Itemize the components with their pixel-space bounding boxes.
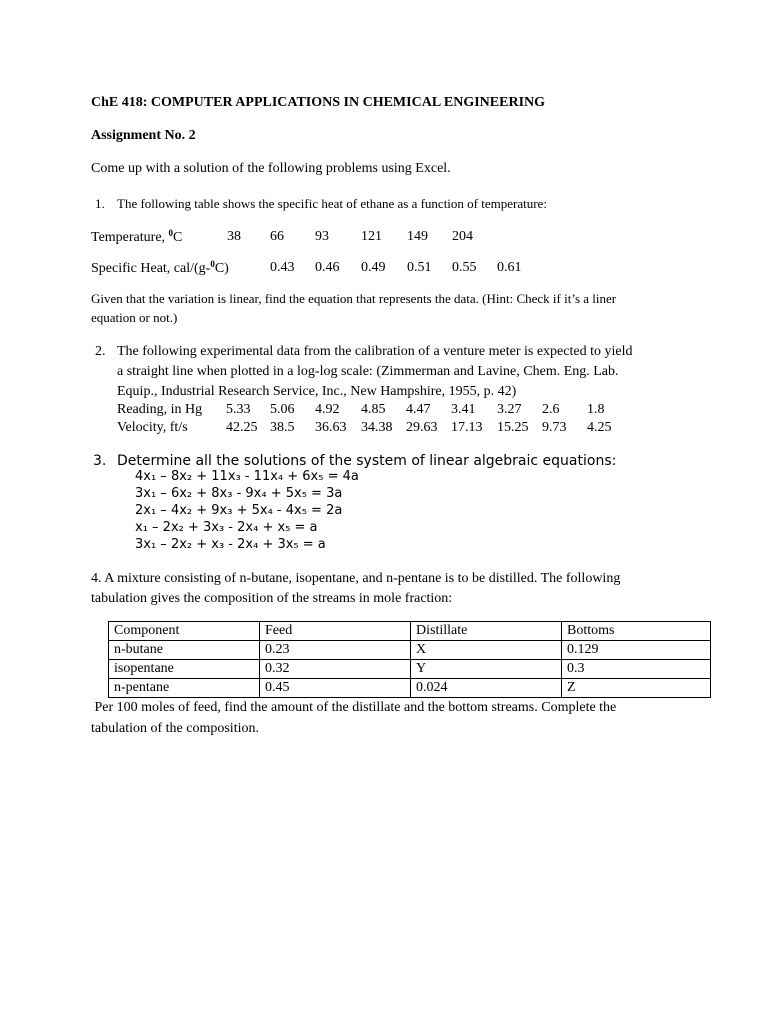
reading-value: 2.6 bbox=[542, 402, 560, 417]
problem-1-note-line: equation or not.) bbox=[91, 310, 178, 325]
specific-heat-value: 0.55 bbox=[452, 260, 477, 275]
instruction-text: Come up with a solution of the following problems using Excel. bbox=[91, 161, 451, 176]
velocity-value: 4.25 bbox=[587, 420, 612, 435]
temperature-value: 38 bbox=[227, 229, 241, 244]
table-cell: 0.23 bbox=[260, 641, 411, 660]
velocity-value: 15.25 bbox=[497, 420, 529, 435]
table-row bbox=[109, 641, 711, 660]
problem-4-line: tabulation gives the composition of the streams in mole fraction: bbox=[91, 591, 453, 606]
reading-value: 5.33 bbox=[226, 402, 251, 417]
temperature-value: 66 bbox=[270, 229, 284, 244]
table-cell: n-butane bbox=[109, 641, 260, 660]
velocity-value: 9.73 bbox=[542, 420, 567, 435]
table-cell: Y bbox=[411, 660, 562, 679]
table-header-cell: Distillate bbox=[411, 622, 562, 641]
problem-2-line: The following experimental data from the calibration of a venture meter is expected to yield bbox=[117, 344, 633, 359]
problem-3-number: 3. bbox=[93, 453, 107, 469]
table-row bbox=[109, 679, 711, 698]
specific-heat-value: 0.43 bbox=[270, 260, 295, 275]
temperature-value: 149 bbox=[407, 229, 428, 244]
table-header-cell: Component bbox=[109, 622, 260, 641]
course-title: ChE 418: COMPUTER APPLICATIONS IN CHEMICAL ENGINEERING bbox=[91, 95, 546, 110]
table-header-cell: Bottoms bbox=[562, 622, 711, 641]
problem-2-number: 2. bbox=[95, 344, 106, 359]
equation-line: 2x₁ – 4x₂ + 9x₃ + 5x₄ - 4x₅ = 2a bbox=[135, 503, 343, 518]
table-cell: 0.45 bbox=[260, 679, 411, 698]
temperature-value: 93 bbox=[315, 229, 329, 244]
reading-label: Reading, in Hg bbox=[117, 402, 203, 417]
table-cell: X bbox=[411, 641, 562, 660]
composition-table bbox=[108, 621, 711, 698]
problem-2-line: a straight line when plotted in a log-log scale: (Zimmerman and Lavine, Chem. Eng. Lab. bbox=[117, 364, 619, 379]
problem-4-after-line: tabulation of the composition. bbox=[91, 721, 259, 736]
specific-heat-label: Specific Heat, cal/(g-$^0$C) bbox=[91, 259, 229, 276]
reading-value: 4.85 bbox=[361, 402, 386, 417]
reading-value: 3.41 bbox=[451, 402, 476, 417]
specific-heat-value: 0.51 bbox=[407, 260, 432, 275]
table-cell: n-pentane bbox=[109, 679, 260, 698]
table-cell: 0.3 bbox=[562, 660, 711, 679]
equation-line: 3x₁ – 2x₂ + x₃ - 2x₄ + 3x₅ = a bbox=[135, 537, 326, 552]
reading-value: 4.92 bbox=[315, 402, 340, 417]
equation-line: 4x₁ – 8x₂ + 11x₃ - 11x₄ + 6x₅ = 4a bbox=[135, 469, 359, 484]
reading-value: 4.47 bbox=[406, 402, 431, 417]
problem-2-line: Equip., Industrial Research Service, Inc., New Hampshire, 1955, p. 42) bbox=[117, 384, 517, 399]
reading-value: 3.27 bbox=[497, 402, 522, 417]
velocity-value: 17.13 bbox=[451, 420, 483, 435]
reading-value: 1.8 bbox=[587, 402, 605, 417]
table-cell: 0.32 bbox=[260, 660, 411, 679]
reading-value: 5.06 bbox=[270, 402, 295, 417]
temperature-value: 121 bbox=[361, 229, 382, 244]
problem-1-note-line: Given that the variation is linear, find the equation that represents the data. (Hint: Check if it’s a liner bbox=[91, 291, 617, 306]
temperature-label: Temperature, $^0$C bbox=[91, 228, 183, 245]
problem-3-text: Determine all the solutions of the system of linear algebraic equations: bbox=[117, 453, 617, 469]
table-row bbox=[109, 660, 711, 679]
specific-heat-value: 0.49 bbox=[361, 260, 386, 275]
table-cell: 0.129 bbox=[562, 641, 711, 660]
table-cell: Z bbox=[562, 679, 711, 698]
problem-4-after-line: Per 100 moles of feed, find the amount of the distillate and the bottom streams. Complete the bbox=[91, 700, 617, 715]
problem-1-text: The following table shows the specific heat of ethane as a function of temperature: bbox=[117, 196, 547, 211]
assignment-title: Assignment No. 2 bbox=[91, 128, 196, 143]
velocity-value: 42.25 bbox=[226, 420, 258, 435]
velocity-value: 29.63 bbox=[406, 420, 438, 435]
velocity-value: 34.38 bbox=[361, 420, 393, 435]
specific-heat-value: 0.61 bbox=[497, 260, 522, 275]
table-header-cell: Feed bbox=[260, 622, 411, 641]
table-cell: 0.024 bbox=[411, 679, 562, 698]
table-cell: isopentane bbox=[109, 660, 260, 679]
table-header-row bbox=[109, 622, 711, 641]
problem-4-line: 4. A mixture consisting of n-butane, isopentane, and n-pentane is to be distilled. The following bbox=[91, 571, 621, 586]
equation-line: x₁ – 2x₂ + 3x₃ - 2x₄ + x₅ = a bbox=[135, 520, 318, 535]
velocity-value: 36.63 bbox=[315, 420, 347, 435]
velocity-value: 38.5 bbox=[270, 420, 295, 435]
velocity-label: Velocity, ft/s bbox=[117, 420, 188, 435]
problem-1-number: 1. bbox=[95, 196, 105, 211]
specific-heat-value: 0.46 bbox=[315, 260, 340, 275]
equation-line: 3x₁ – 6x₂ + 8x₃ - 9x₄ + 5x₅ = 3a bbox=[135, 486, 343, 501]
temperature-value: 204 bbox=[452, 229, 473, 244]
